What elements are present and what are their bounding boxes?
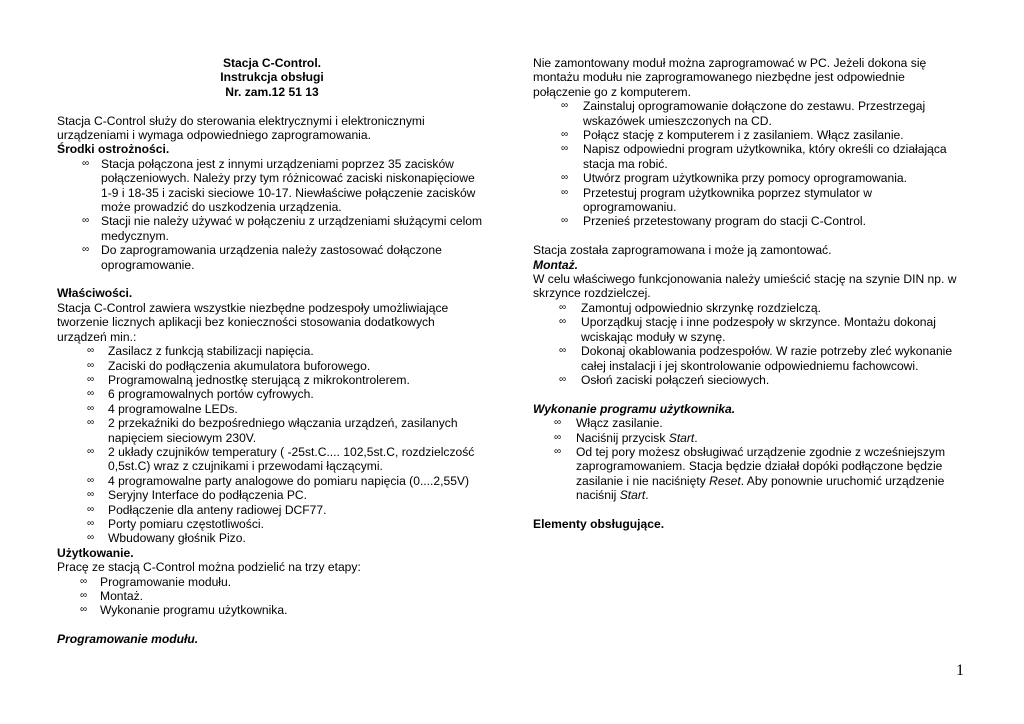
mounting-heading: Montaż. [533, 257, 579, 272]
list-item: ∞ 2 przekaźniki do bezpośredniego włączania urządzeń, zasilanych napięciem sieciowym 230V. [87, 416, 458, 445]
usage-list [57, 575, 487, 618]
infinity-bullet-icon: ∞ [87, 532, 95, 544]
infinity-bullet-icon: ∞ [80, 575, 88, 587]
infinity-bullet-icon: ∞ [87, 517, 95, 529]
programming-after: Stacja została zaprogramowana i może ją zamontować. [533, 243, 832, 258]
title-line-1: Stacja C-Control. [222, 56, 322, 70]
list-item: ∞ Zasilacz z funkcją stabilizacji napięcia. [87, 344, 314, 359]
list-item: ∞ Przetestuj program użytkownika poprzez stymulator w oprogramowaniu. [561, 185, 873, 215]
list-item: ∞ Zamontuj odpowiednio skrzynkę rozdzielczą. [559, 300, 821, 315]
list-item: ∞ Uporządkuj stację i inne podzespoły w skrzynce. Montażu dokonaj wciskając moduły w szynę. [559, 315, 936, 344]
mounting-paragraph: W celu właściwego funkcjonowania należy umieścić stację na szynie DIN np. w skrzynce rozdzielczej. [533, 272, 957, 301]
list-item: ∞ Osłoń zaciski połączeń sieciowych. [559, 372, 770, 387]
list-item: ∞ 4 programowalne party analogowe do pomiaru napięcia (0....2,55V) [87, 473, 470, 488]
usage-paragraph: Pracę ze stacją C-Control można podzielić na trzy etapy: [57, 560, 361, 575]
safety-list [57, 157, 487, 272]
document-title [57, 56, 487, 99]
execution-heading: Wykonanie programu użytkownika. [533, 401, 736, 416]
title-line-3: Nr. zam.12 51 13 [225, 84, 319, 99]
infinity-bullet-icon: ∞ [554, 431, 562, 443]
infinity-bullet-icon: ∞ [87, 489, 95, 501]
list-item: ∞ Zainstaluj oprogramowanie dołączone do zestawu. Przestrzegaj wskazówek umieszczonych na CD. [561, 99, 926, 128]
list-item: ∞ Stacji nie należy używać w połączeniu z urządzeniami służącymi celom medycznym. [82, 214, 483, 243]
infinity-bullet-icon: ∞ [559, 345, 567, 357]
list-item: ∞ Porty pomiaru częstotliwości. [87, 516, 264, 531]
programming-paragraph: Nie zamontowany moduł można zaprogramować w PC. Jeżeli dokona się montażu modułu nie zaprogramowanego niezbędne jest odpowiednie połączenie go z komputerem. [533, 56, 927, 99]
list-item: ∞ Wbudowany głośnik Pizo. [87, 531, 246, 546]
right-column [533, 56, 963, 531]
infinity-bullet-icon: ∞ [87, 474, 95, 486]
infinity-bullet-icon: ∞ [80, 604, 88, 616]
title-line-2: Instrukcja obsługi [220, 70, 324, 85]
infinity-bullet-icon: ∞ [87, 503, 95, 515]
usage-heading: Użytkowanie. [57, 545, 134, 560]
properties-list [57, 344, 487, 546]
list-item: ∞ 6 programowalnych portów cyfrowych. [87, 387, 314, 402]
list-item: ∞ Utwórz program użytkownika przy pomocy oprogramowania. [561, 171, 907, 186]
properties-paragraph: Stacja C-Control zawiera wszystkie niezbędne podzespoły umożliwiające tworzenie licznych aplikacji bez konieczności stosowania dodatkowych urządzeń min.: [57, 300, 449, 344]
infinity-bullet-icon: ∞ [561, 100, 569, 112]
list-item: ∞ Stacja połączona jest z innymi urządzeniami poprzez 35 zacisków połączeniowych. Należy przy tym różnicować zaciski niskonapięciowe 1-9 i 18-35 i zaciski sieciowe 10-17. Niewłaściwe połączenie zacisków może prowadzić do uszkodzenia urządzenia. [82, 156, 476, 215]
infinity-bullet-icon: ∞ [554, 417, 562, 429]
list-item: ∞ Seryjny Interface do podłączenia PC. [87, 488, 307, 503]
infinity-bullet-icon: ∞ [561, 129, 569, 141]
infinity-bullet-icon: ∞ [87, 359, 95, 371]
infinity-bullet-icon: ∞ [87, 373, 95, 385]
infinity-bullet-icon: ∞ [554, 445, 562, 457]
list-item: ∞ Zaciski do podłączenia akumulatora buforowego. [87, 358, 371, 373]
list-item: ∞ Programowalną jednostkę sterującą z mikrokontrolerem. [87, 372, 410, 387]
infinity-bullet-icon: ∞ [87, 388, 95, 400]
mounting-list [533, 301, 963, 387]
list-item: ∞ Wykonanie programu użytkownika. [80, 603, 288, 618]
infinity-bullet-icon: ∞ [82, 157, 90, 169]
list-item: ∞ Dokonaj okablowania podzespołów. W razie potrzeby zleć wykonanie całej instalacji i jej skontrolowanie odpowiedniemu fachowcowi. [559, 344, 953, 373]
page-number: 1 [956, 662, 964, 679]
infinity-bullet-icon: ∞ [87, 417, 95, 429]
infinity-bullet-icon: ∞ [87, 445, 95, 457]
infinity-bullet-icon: ∞ [559, 373, 567, 385]
list-item: ∞ Przenieś przetestowany program do stacji C-Control. [561, 214, 866, 229]
list-item: ∞ Do zaprogramowania urządzenia należy zastosować dołączone oprogramowanie. [82, 243, 442, 272]
infinity-bullet-icon: ∞ [561, 143, 569, 155]
programming-heading: Programowanie modułu. [57, 632, 199, 647]
infinity-bullet-icon: ∞ [87, 402, 95, 414]
intro-paragraph: Stacja C-Control służy do sterowania elektrycznymi i elektronicznymi urządzeniami i wymaga odpowiedniego zaprogramowania. [57, 113, 425, 143]
list-item: ∞ Podłączenie dla anteny radiowej DCF77. [87, 502, 327, 517]
execution-list [533, 416, 963, 502]
properties-heading: Właściwości. [57, 286, 133, 301]
list-item: ∞ Od tej pory możesz obsługiwać urządzenie zgodnie z wcześniejszym zaprogramowaniem. Stacja będzie działał dopóki podłączone będzie zasilanie i nie naciśnięty Reset. Aby ponownie uruchomić urządzenie naciśnij Start. [554, 444, 946, 503]
infinity-bullet-icon: ∞ [559, 316, 567, 328]
list-item: ∞ Programowanie modułu. [80, 574, 232, 589]
list-item: ∞ 2 układy czujników temperatury ( -25st.C.... 102,5st.C, rozdzielczość 0,5st.C) wraz z czujnikami i przewodami łączącymi. [87, 444, 475, 474]
infinity-bullet-icon: ∞ [559, 301, 567, 313]
list-item: ∞ Połącz stację z komputerem i z zasilaniem. Włącz zasilanie. [561, 128, 904, 143]
infinity-bullet-icon: ∞ [561, 172, 569, 184]
infinity-bullet-icon: ∞ [87, 345, 95, 357]
controls-heading: Elementy obsługujące. [533, 516, 665, 531]
list-item: ∞ Włącz zasilanie. [554, 416, 663, 431]
infinity-bullet-icon: ∞ [80, 590, 88, 601]
infinity-bullet-icon: ∞ [561, 215, 569, 227]
list-item: ∞ Napisz odpowiedni program użytkownika, który określi co działająca stacja ma robić. [561, 142, 947, 171]
left-column [57, 56, 487, 647]
infinity-bullet-icon: ∞ [82, 244, 90, 256]
infinity-bullet-icon: ∞ [561, 186, 569, 198]
safety-heading: Środki ostrożności. [57, 142, 170, 157]
list-item: ∞ 4 programowalne LEDs. [87, 401, 238, 416]
list-item: ∞ Naciśnij przycisk Start. [554, 430, 698, 445]
list-item: ∞ Montaż. [80, 589, 144, 603]
infinity-bullet-icon: ∞ [82, 215, 90, 227]
programming-list [533, 99, 963, 229]
